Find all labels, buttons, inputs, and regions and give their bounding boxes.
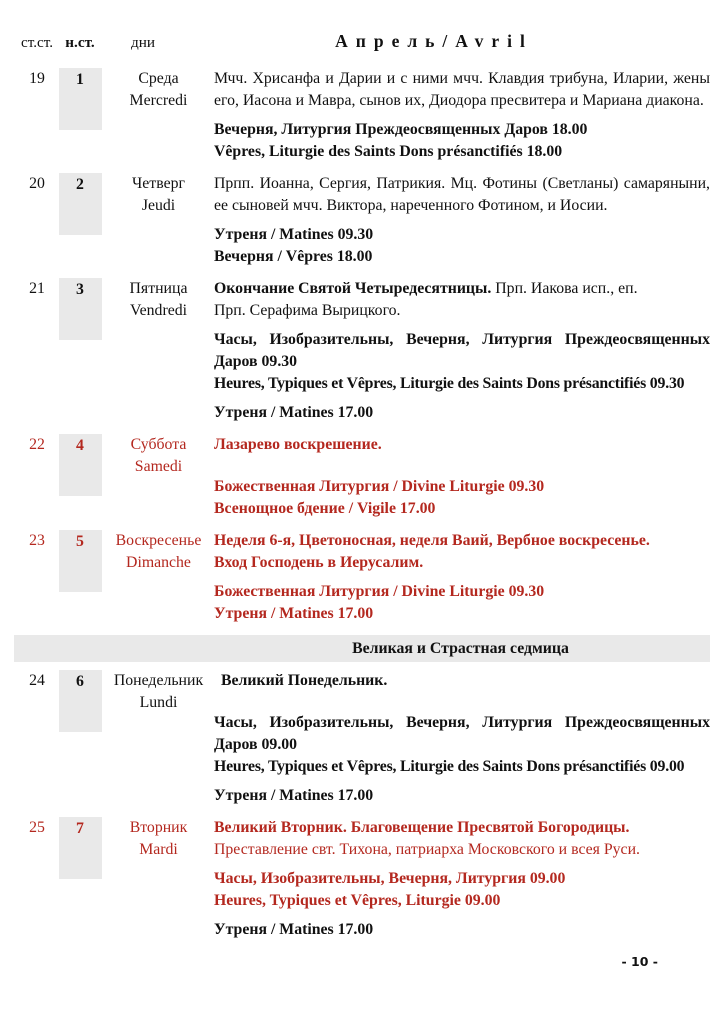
service-line: Утреня / Matines 17.00 <box>214 921 374 938</box>
day-name-fr: Samedi <box>134 458 183 475</box>
services-evening <box>214 402 710 424</box>
new-style-date: 1 <box>59 68 102 130</box>
commemoration-rest: Прп. Иакова исп., еп. <box>491 280 638 297</box>
calendar-row-apr-2 <box>17 173 710 268</box>
service-line-fr: Heures, Typiques et Vêpres, Liturgie des Saints Dons présanctifiés 09.00 <box>214 758 685 775</box>
old-style-date: 22 <box>29 436 45 453</box>
service-line-ru: Часы, Изобразительны, Вечерня, Литургия Преждеосвященных Даров 09.30 <box>214 331 710 370</box>
old-style-date: 20 <box>29 175 45 192</box>
day-names <box>103 434 214 520</box>
feast-title: Великий Понедельник. <box>221 672 388 689</box>
day-content <box>214 68 710 163</box>
commemorations: Прпп. Иоанна, Сергия, Патрикия. Мц. Фотины (Светланы) самаряныни, ее сыновей мчч. Виктора, нареченного Фотином, и Иосии. <box>214 175 710 214</box>
day-name-ru: Понедельник <box>113 672 204 689</box>
new-style-date: 2 <box>59 173 102 235</box>
day-name-fr: Lundi <box>139 694 178 711</box>
holy-week-banner-label: Великая и Страстная седмица <box>352 640 569 657</box>
old-style-date: 25 <box>29 819 45 836</box>
day-names <box>103 278 214 424</box>
commemoration-line2: Преставление свт. Тихона, патриарха Московского и всея Руси. <box>214 841 640 858</box>
calendar-row-apr-5 <box>17 530 710 625</box>
day-content <box>214 173 710 268</box>
feast-title: Великий Вторник. Благовещение Пресвятой Богородицы. <box>214 819 630 836</box>
day-content <box>214 434 710 520</box>
service-line-fr: Heures, Typiques et Vêpres, Liturgie 09.00 <box>214 892 501 909</box>
old-style-date: 19 <box>29 70 45 87</box>
calendar-row-apr-6 <box>17 670 710 807</box>
day-content <box>214 530 710 625</box>
header-new-style: н.ст. <box>65 34 95 51</box>
service-line: Утреня / Matines 17.00 <box>214 787 374 804</box>
service-line-1: Божественная Литургия / Divine Liturgie 09.30 <box>214 583 545 600</box>
service-line-fr: Вечерня / Vêpres 18.00 <box>214 248 373 265</box>
day-name-ru: Пятница <box>129 280 188 297</box>
new-style-date: 5 <box>59 530 102 592</box>
header-old-style: ст.ст. <box>20 34 54 51</box>
new-style-date: 7 <box>59 817 102 879</box>
day-names <box>103 670 214 807</box>
services <box>214 868 710 912</box>
service-line-2: Всенощное бдение / Vigile 17.00 <box>214 500 436 517</box>
day-name-ru: Воскресенье <box>115 532 202 549</box>
services <box>214 119 710 163</box>
day-names <box>103 817 214 941</box>
service-line: Утреня / Matines 17.00 <box>214 404 374 421</box>
services <box>214 476 710 520</box>
day-name-ru: Четверг <box>132 175 185 192</box>
services-evening <box>214 919 710 941</box>
feast-line-2: Вход Господень в Иерусалим. <box>214 554 424 571</box>
old-style-date: 21 <box>29 280 45 297</box>
old-style-date: 23 <box>29 532 45 549</box>
table-header <box>17 30 710 54</box>
service-line-ru: Вечерня, Литургия Преждеосвященных Даров 18.00 <box>214 121 588 138</box>
service-line-fr: Vêpres, Liturgie des Saints Dons présanctifiés 18.00 <box>214 143 563 160</box>
page-number: - 10 - <box>621 954 658 969</box>
services-evening <box>214 785 710 807</box>
month-title: Апрель/Avril <box>335 31 533 51</box>
old-style-date: 24 <box>29 672 45 689</box>
service-line-2: Утреня / Matines 17.00 <box>214 605 374 622</box>
day-name-fr: Vendredi <box>129 302 188 319</box>
day-name-fr: Dimanche <box>126 554 191 571</box>
calendar-row-apr-3 <box>17 278 710 424</box>
calendar-row-apr-7 <box>17 817 710 941</box>
commemorations <box>214 817 710 861</box>
service-line-ru: Часы, Изобразительны, Вечерня, Литургия Преждеосвященных Даров 09.00 <box>214 714 710 753</box>
calendar-row-apr-1 <box>17 68 710 163</box>
service-line-ru: Утреня / Matines 09.30 <box>214 226 374 243</box>
feast-line-1: Неделя 6-я, Цветоносная, неделя Ваий, Вербное воскресенье. <box>214 532 650 549</box>
day-name-fr: Jeudi <box>141 197 176 214</box>
day-name-fr: Mardi <box>139 841 178 858</box>
new-style-date: 6 <box>59 670 102 732</box>
new-style-date: 3 <box>59 278 102 340</box>
feast-title: Лазарево воскрешение. <box>214 436 382 453</box>
commemorations: Мчч. Хрисанфа и Дарии и с ними мчч. Клавдия трибуна, Иларии, жены его, Иасона и Мавра, сынов их, Диодора пресвитера и Мариана диакона. <box>214 70 710 109</box>
day-name-ru: Среда <box>138 70 179 87</box>
service-line-1: Божественная Литургия / Divine Liturgie 09.30 <box>214 478 545 495</box>
day-names <box>103 530 214 625</box>
commemoration-line2: Прп. Серафима Вырицкого. <box>214 302 401 319</box>
day-names <box>103 173 214 268</box>
services <box>214 329 710 395</box>
services <box>214 224 710 268</box>
day-name-ru: Вторник <box>129 819 188 836</box>
day-names <box>103 68 214 163</box>
services <box>214 712 710 778</box>
service-line-ru: Часы, Изобразительны, Вечерня, Литургия 09.00 <box>214 870 566 887</box>
day-content <box>214 817 710 941</box>
feast-title: Окончание Святой Четыредесятницы. <box>214 280 492 297</box>
holy-week-banner <box>14 635 710 662</box>
day-content <box>214 670 710 807</box>
commemorations <box>214 278 710 322</box>
day-name-ru: Суббота <box>130 436 187 453</box>
service-line-fr: Heures, Typiques et Vêpres, Liturgie des Saints Dons présanctifiés 09.30 <box>214 375 685 392</box>
services <box>214 581 710 625</box>
new-style-date: 4 <box>59 434 102 496</box>
header-days: дни <box>131 34 155 51</box>
calendar-row-apr-4 <box>17 434 710 520</box>
feast-title <box>214 530 710 574</box>
day-name-fr: Mercredi <box>129 92 188 109</box>
day-content <box>214 278 710 424</box>
